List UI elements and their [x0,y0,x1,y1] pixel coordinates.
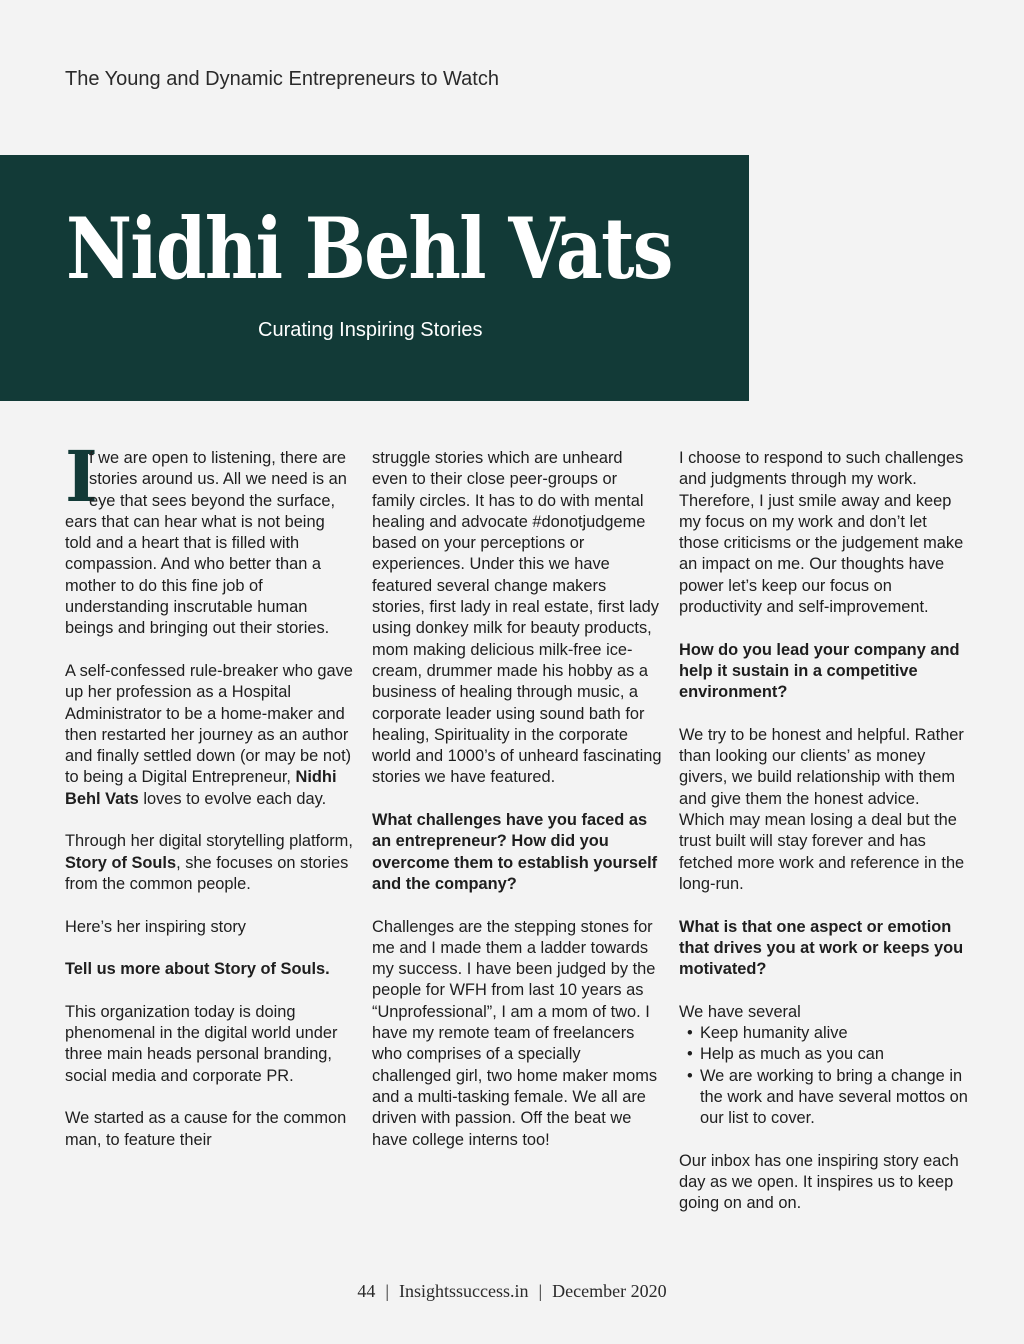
page-footer: 44 | Insightssuccess.in | December 2020 [357,1281,667,1301]
article-column-1 [65,435,355,1172]
footer-date: December 2020 [552,1281,667,1301]
article-column-3 [679,448,969,1236]
list-item: • Help as much as you can [679,1044,969,1065]
paragraph: Here’s her inspiring story [65,917,246,936]
page-subtitle: Curating Inspiring Stories [258,319,483,341]
interview-question: What is that one aspect or emotion that drives you at work or keeps you motivated? [679,917,964,979]
paragraph: We try to be honest and helpful. Rather than looking our clients’ as money givers, we build relationship with them and give them the honest advice. Which may mean losing a deal but the trust built will stay forever and has fetched more work and reference in the long-run. [679,725,965,893]
paragraph: struggle stories which are unheard even to their close peer-groups or family circles. It has to do with mental healing and advocate #donotjudgeme based on your perceptions or experiences. Under this we have featured several change makers stories, first lady in real estate, first lady using donkey milk for beauty products, mom making delicious milk-free ice-cream, drummer made his hobby as a business of healing through music, a corporate leader using sound bath for healing, Spirituality in the corporate world and 1000’s of unheard fascinating stories we have featured. [372,449,662,787]
interview-question: How do you lead your company and help it sustain in a competitive environment? [679,640,960,702]
page-number: 44 [357,1281,376,1301]
paragraph: We have several [679,1002,801,1021]
list-item: • Keep humanity alive [679,1023,969,1044]
intro-paragraph: I f we are open to listening, there are stories around us. All we need is an eye that sees beyond the surface, ears that can hear what is not being told and a heart that is filled with compassion. And who better than a mother to do this fine job of understanding inscrutable human beings and bringing out their stories. [65,435,347,638]
paragraph: Challenges are the stepping stones for me and I made them a ladder towards my success. I have been judged by the people for WFH from last 10 years as “Unprofessional”, I am a mom of two. I have my remote team of freelancers who comprises of a specially challenged girl, two home maker moms and a multi-tasking female. We all are driven with passion. Off the beat we have college interns too! [372,917,658,1149]
interview-question: What challenges have you faced as an entrepreneur? How did you overcome them to establish yourself and the company? [372,811,658,893]
footer-site: Insightssuccess.in [399,1281,529,1301]
article-column-2 [372,448,662,1172]
paragraph: A self-confessed rule-breaker who gave up her profession as a Hospital Administrator to be a home-maker and then restarted her journey as an author and finally settled down (or may be not) to being a Digital Entrepreneur, Nidhi Behl Vats loves to evolve each day. [65,661,353,808]
section-kicker: The Young and Dynamic Entrepreneurs to Watch [65,68,499,90]
drop-cap: I [65,435,98,518]
paragraph: Through her digital storytelling platform, Story of Souls, she focuses on stories from the common people. [65,832,353,893]
interview-question: Tell us more about Story of Souls. [65,960,330,979]
paragraph: I choose to respond to such challenges and judgments through my work. Therefore, I just smile away and keep my focus on my work and don’t let those criticisms or the judgement make an impact on me. Our thoughts have power let’s keep our focus on productivity and self-improvement. [679,449,964,617]
page-title: Nidhi Behl Vats [66,199,672,298]
title-banner [0,155,749,401]
paragraph: We started as a cause for the common man, to feature their [65,1109,347,1149]
bullet-list [679,1023,969,1129]
paragraph: Our inbox has one inspiring story each day as we open. It inspires us to keep going on and on. [679,1151,959,1213]
list-item: • We are working to bring a change in the work and have several mottos on our list to cover. [679,1066,969,1130]
paragraph: This organization today is doing phenomenal in the digital world under three main heads personal branding, social media and corporate PR. [65,1002,338,1085]
